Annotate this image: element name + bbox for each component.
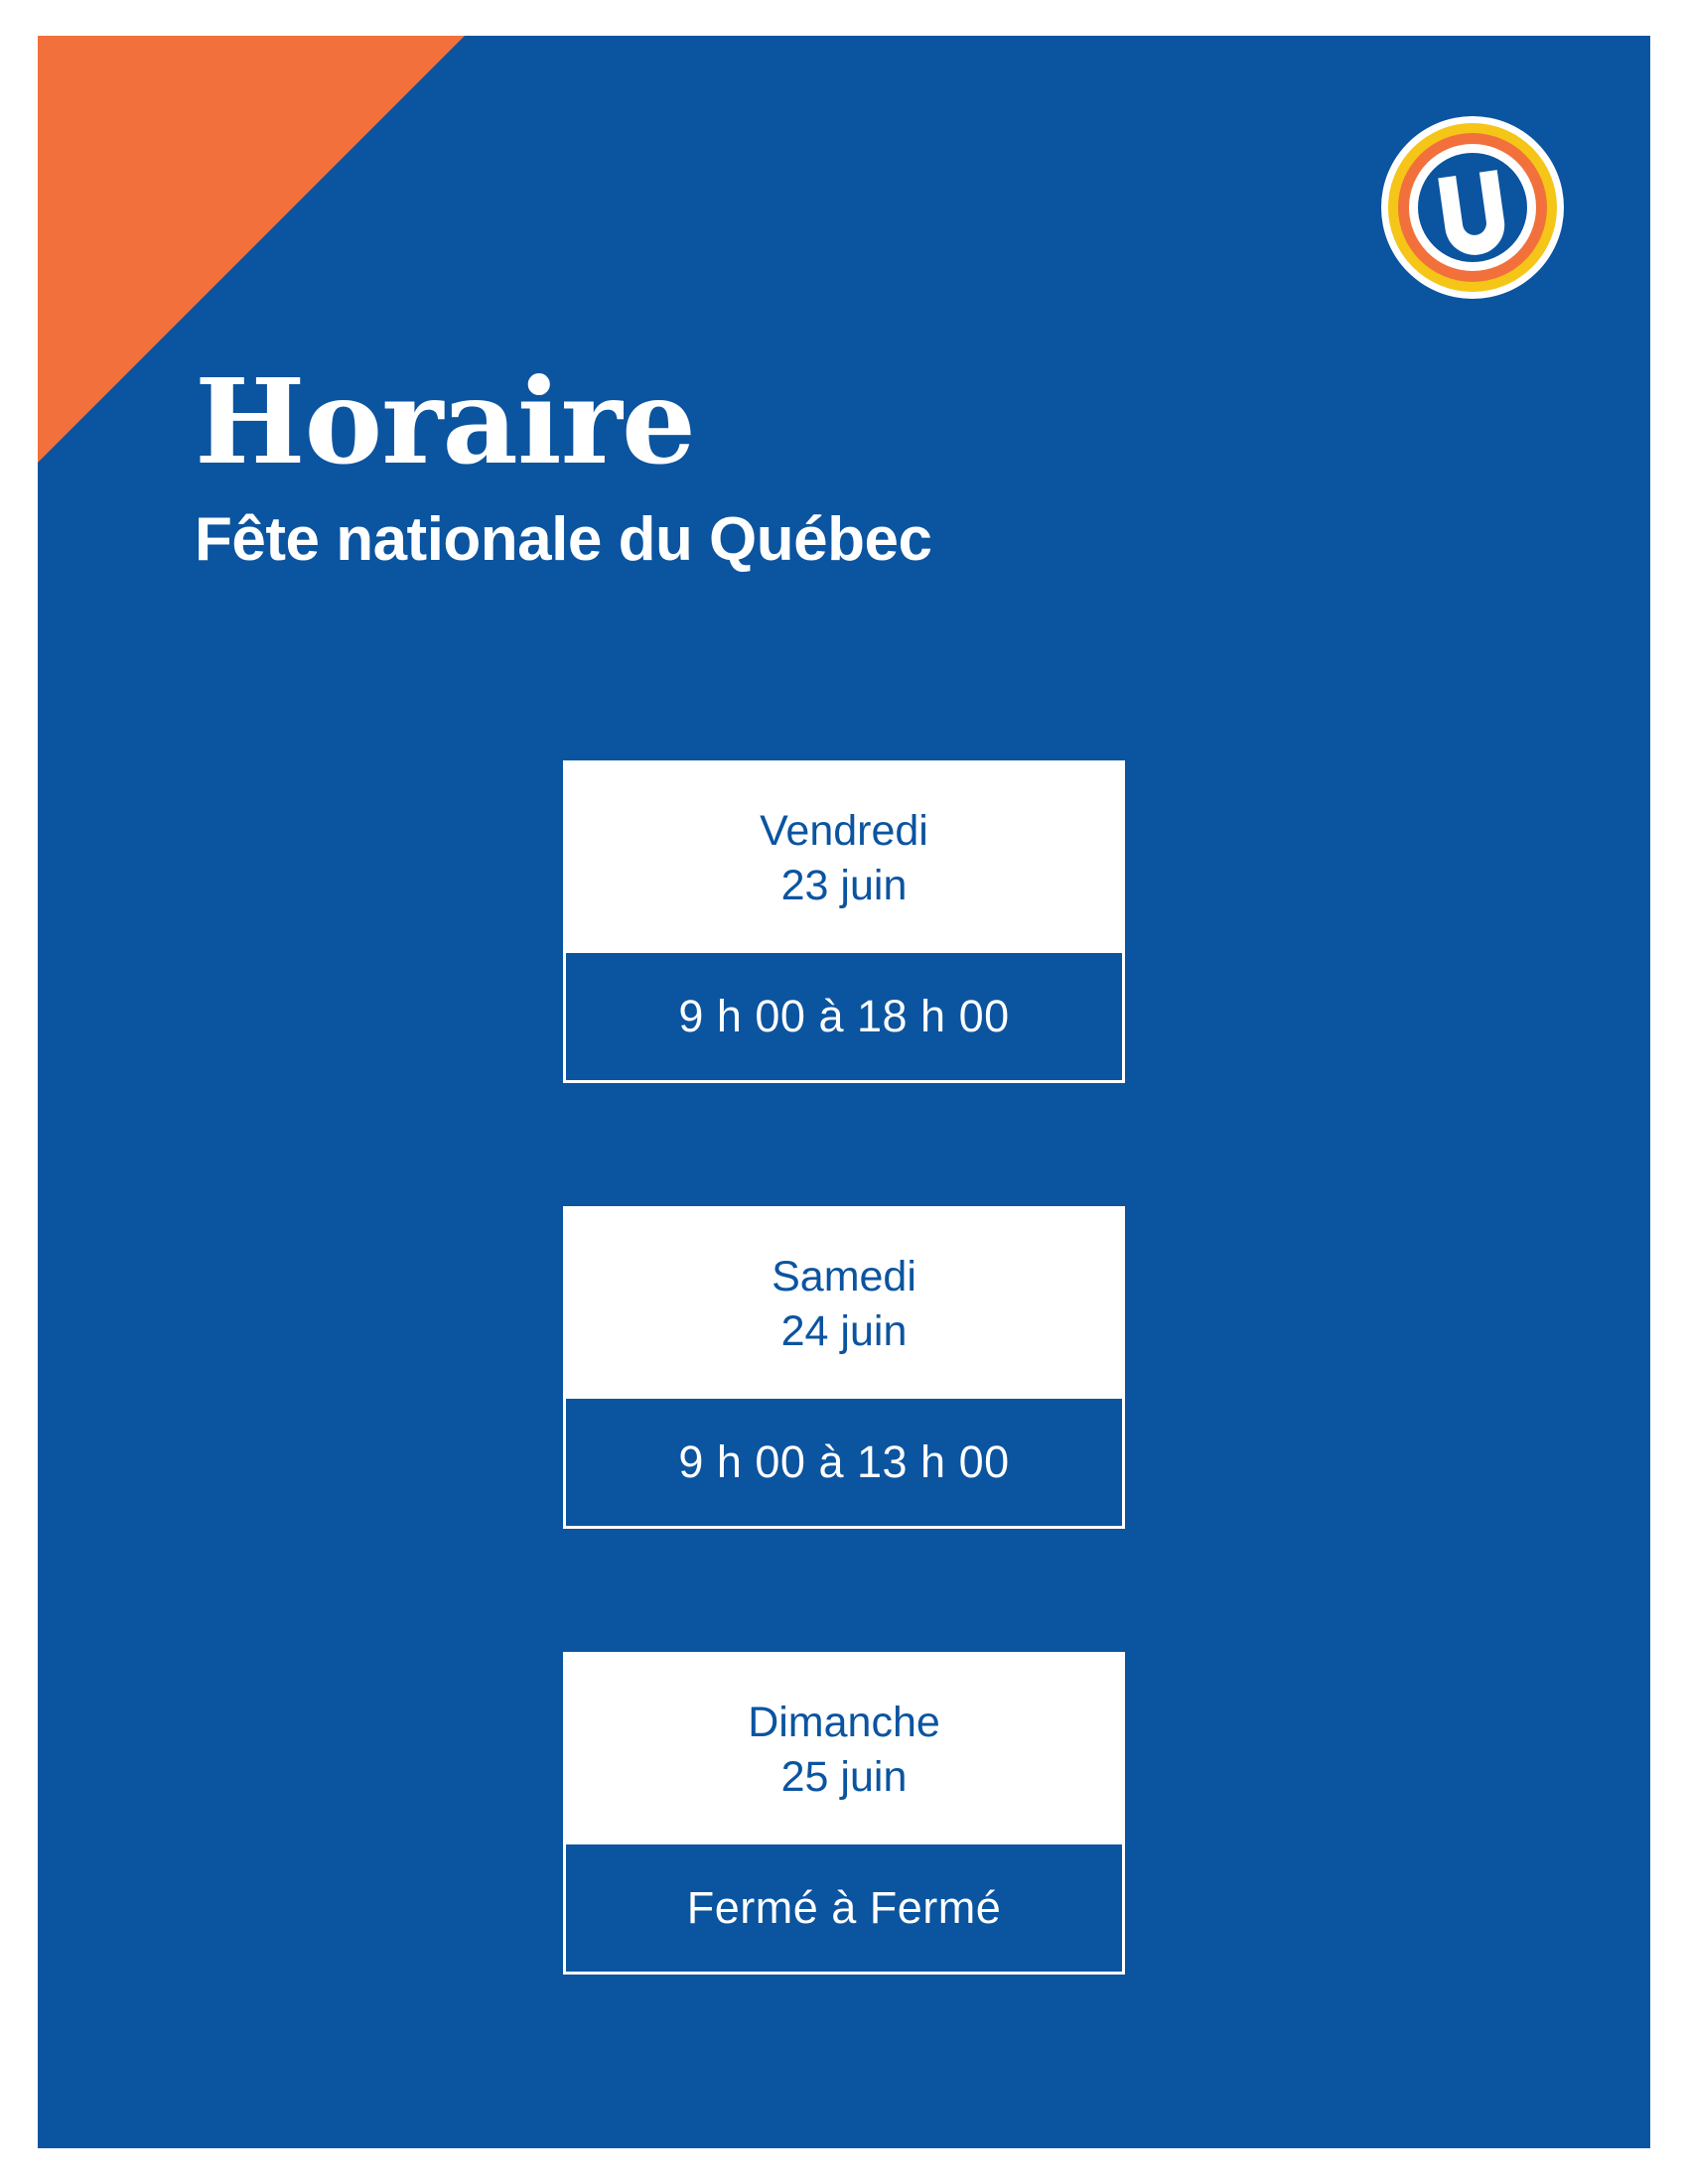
page-subtitle: Fête nationale du Québec [195,505,932,574]
schedule-card [563,760,1125,1083]
poster-canvas [38,36,1650,2148]
schedule-card-date [563,1652,1125,1844]
schedule-day-date: 25 juin [780,1753,908,1802]
universite-laval-u-logo [1378,113,1567,302]
page-title: Horaire [195,352,695,490]
schedule-card [563,1206,1125,1529]
schedule-card-date [563,760,1125,953]
title-block [195,352,1386,574]
schedule-day-date: 24 juin [780,1307,908,1356]
schedule-day-date: 23 juin [780,862,908,910]
schedule-day-name: Vendredi [760,807,928,855]
schedule-day-name: Samedi [772,1253,916,1301]
schedule-day-name: Dimanche [748,1699,940,1747]
schedule-card-hours: 9 h 00 à 18 h 00 [563,953,1125,1083]
schedule-list [38,760,1650,1975]
schedule-card-date [563,1206,1125,1399]
schedule-card-hours: Fermé à Fermé [563,1844,1125,1975]
schedule-card-hours: 9 h 00 à 13 h 00 [563,1399,1125,1529]
schedule-card [563,1652,1125,1975]
